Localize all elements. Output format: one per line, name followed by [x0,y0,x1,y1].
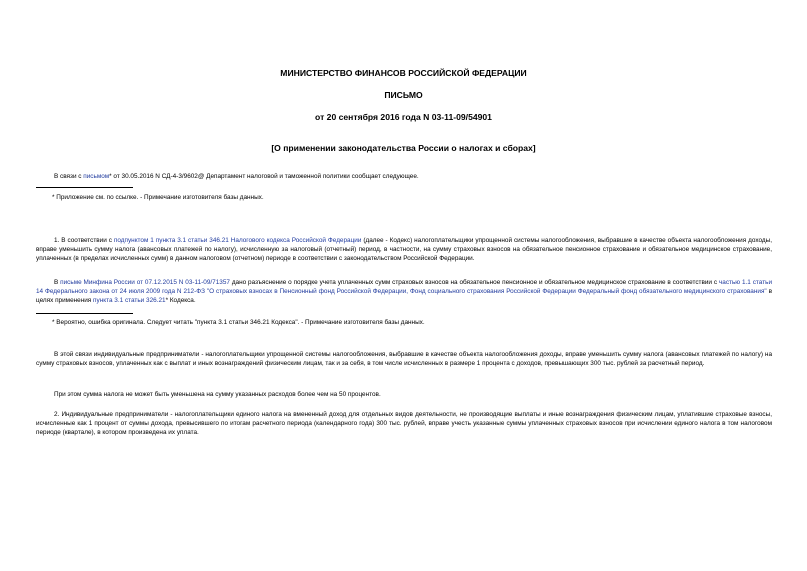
intro-paragraph [36,172,772,181]
ministry-heading: МИНИСТЕРСТВО ФИНАНСОВ РОССИЙСКОЙ ФЕДЕРАЦИИ [280,68,527,78]
footnote-divider [36,187,133,188]
letter-link[interactable]: письмом [83,173,110,180]
para1-text-1: 1. В соответствии с [54,237,114,244]
minfin-letter-link[interactable]: письме Минфина России от 07.12.2015 N 03-11-09/71357 [60,279,230,286]
para2-text-4: * Кодекса. [165,297,196,305]
intro-text-1: В связи с [54,173,84,180]
paragraph-4 [36,390,772,399]
paragraph-1 [36,236,772,264]
tax-code-link[interactable]: подпунктом 1 пункта 3.1 статьи 346.21 Налогового кодекса Российской Федерации [113,237,362,244]
para1-text-2: (далее - Кодекс) налогоплательщики упрощенной системы налогообложения, выбравшие в качестве объекта налогообложения доходы, вправе уменьшить сумму налога (авансовых платежей по налогу), исчисленную за налоговый (отчетный) период, в частности, на сумму страховых взносов на обязательное пенсионное страхование и обязательное медицинское страхование, уплаченных (в пределах исчисленных сумм) в данном налоговом (отчетном) периоде в соответствии с законодательством Российской Федерации. [36,237,772,263]
federal-law-link[interactable]: частью 1.1 статьи 14 Федерального закона от 24 июля 2009 года N 212-ФЗ "О страховых взносах в Пенсионный фонд Российской Федерации, Фонд социального страхования Российской Федерации Федеральный фонд обязательного медицинского страхования" [36,279,773,296]
paragraph-5 [36,410,772,438]
footnote-2: * Вероятно, ошибка оригинала. Следует читать "пункта 3.1 статьи 346.21 Кодекса". - Примечание изготовителя базы данных. [52,319,425,326]
document-date-number: от 20 сентября 2016 года N 03-11-09/54901 [315,112,492,122]
document-type: ПИСЬМО [384,90,423,100]
footnote-divider-2 [36,313,133,314]
paragraph-2 [36,278,772,306]
para2-text-3: в целях применения [36,288,772,305]
document-subject: [О применении законодательства России о налогах и сборах] [271,143,536,153]
para5-text: 2. Индивидуальные предприниматели - налогоплательщики единого налога на вмененный доход для отдельных видов деятельности, не производящие выплаты и иные вознаграждения физическим лицам, уплатившие страховые взносы, исчисленные как 1 процент от суммы дохода, превысившего по итогам расчетного периода (календарного года) 300 тыс. рублей, вправе учесть указанные суммы уплаченных страховых взносов при исчислении единого налога в том налоговом периоде (квартале), в котором произведена их уплата. [36,411,772,437]
paragraph-3 [36,350,772,368]
article-link[interactable]: пункта 3.1 статьи 326.21 [93,297,166,305]
intro-text-2: * от 30.05.2016 N СД-4-3/9602@ Департамент налоговой и таможенной политики сообщает следующее. [109,173,419,180]
footnote-1: * Приложение см. по ссылке. - Примечание изготовителя базы данных. [52,194,264,201]
para4-text: При этом сумма налога не может быть уменьшена на сумму указанных расходов более чем на 50 процентов. [54,391,381,398]
para2-text-2: дано разъяснение о порядке учета уплаченных сумм страховых взносов на обязательное пенсионное и обязательное медицинское страхование в соответствии с [229,279,719,286]
para3-text: В этой связи индивидуальные предприниматели - налогоплательщики упрощенной системы налогообложения, выбравшие в качестве объекта налогообложения доходы, вправе уменьшить сумму налога (авансовых платежей по налогу) на сумму страховых взносов, уплаченных как с выплат и иных вознаграждений физическим лицам, так и за себя, в том числе исчисленных в размере 1 процента с доходов, превышающих 300 тыс. рублей за расчетный период. [36,351,772,368]
para2-text-1: В [54,279,61,286]
